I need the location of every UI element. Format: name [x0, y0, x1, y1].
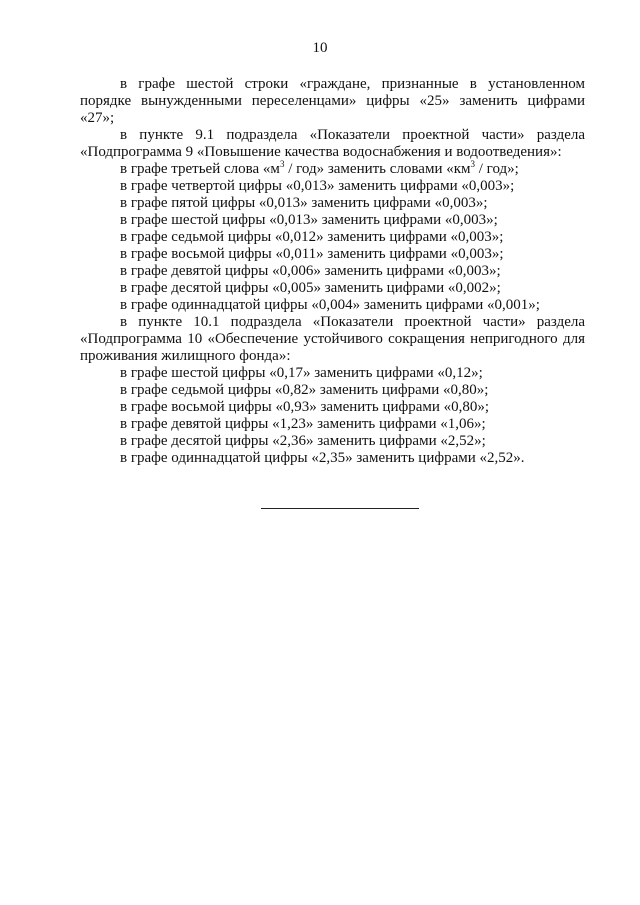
- units-superscript-1: 3: [279, 159, 285, 169]
- amendment-item: в графе пятой цифры «0,013» заменить цифрами «0,003»;: [120, 195, 488, 211]
- amendment-item: в графе четвертой цифры «0,013» заменить цифрами «0,003»;: [120, 178, 515, 194]
- amendment-item: в графе десятой цифры «0,005» заменить цифрами «0,002»;: [120, 280, 501, 296]
- amendment-item: в графе девятой цифры «1,23» заменить цифрами «1,06»;: [120, 416, 486, 432]
- amendment-item: в графе десятой цифры «2,36» заменить цифрами «2,52»;: [120, 433, 486, 449]
- amendment-item-units: [80, 161, 585, 178]
- paragraph-displaced-persons: в графе шестой строки «граждане, признанные в установленном порядке вынужденными переселенцами» цифры «25» заменить цифрами «27»;: [80, 76, 585, 126]
- amendment-item: в графе одиннадцатой цифры «0,004» заменить цифрами «0,001»;: [120, 297, 540, 313]
- page-number: 10: [312, 40, 328, 56]
- amendment-item: в графе седьмой цифры «0,82» заменить цифрами «0,80»;: [120, 382, 489, 398]
- amendment-item: в графе шестой цифры «0,013» заменить цифрами «0,003»;: [120, 212, 498, 228]
- amendment-item: в графе одиннадцатой цифры «2,35» заменить цифрами «2,52».: [120, 450, 525, 466]
- units-middle: / год» заменить словами «км: [284, 161, 471, 177]
- amendment-item: в графе восьмой цифры «0,011» заменить цифрами «0,003»;: [120, 246, 504, 262]
- amendment-item: в графе восьмой цифры «0,93» заменить цифрами «0,80»;: [120, 399, 490, 415]
- paragraph-subprogram-9: в пункте 9.1 подраздела «Показатели проектной части» раздела «Подпрограмма 9 «Повышение качества водоснабжения и водоотведения»:: [80, 127, 585, 160]
- amendment-item: в графе шестой цифры «0,17» заменить цифрами «0,12»;: [120, 365, 483, 381]
- document-body: [80, 76, 585, 467]
- amendment-item: в графе седьмой цифры «0,012» заменить цифрами «0,003»;: [120, 229, 504, 245]
- amendment-item: в графе девятой цифры «0,006» заменить цифрами «0,003»;: [120, 263, 501, 279]
- units-prefix: в графе третьей слова «м: [120, 161, 280, 177]
- units-suffix: / год»;: [475, 161, 519, 177]
- paragraph-subprogram-10: в пункте 10.1 подраздела «Показатели проектной части» раздела «Подпрограмма 10 «Обеспечение устойчивого сокращения непригодного для проживания жилищного фонда»:: [80, 314, 585, 364]
- units-superscript-2: 3: [470, 159, 476, 169]
- closing-divider-line: [261, 508, 419, 509]
